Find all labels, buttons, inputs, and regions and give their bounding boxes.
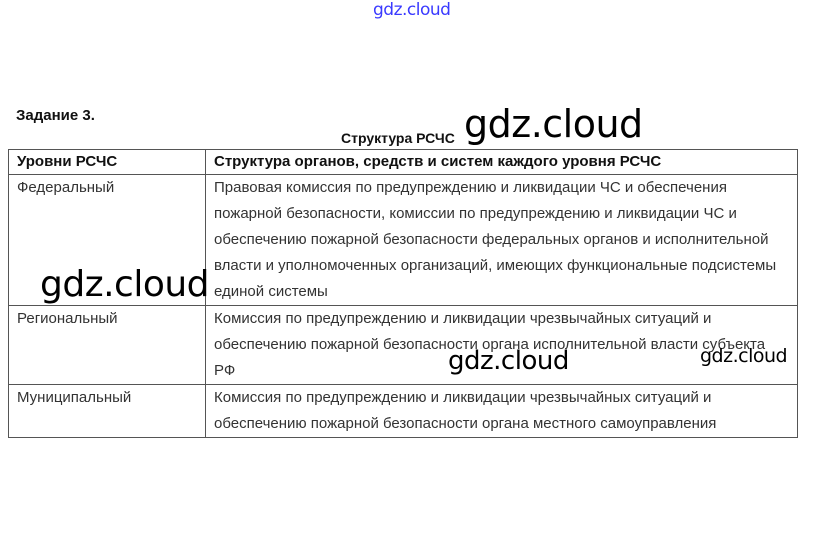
watermark-right: gdz.cloud [700, 345, 788, 367]
table-row [9, 385, 798, 438]
header-levels: Уровни РСЧС [9, 150, 206, 175]
task-title: Задание 3. [16, 107, 95, 124]
structure-cell: Комиссия по предупреждению и ликвидации чрезвычайных ситуаций и обеспечению пожарной безопасности органа исполнительной власти субъекта РФ [206, 306, 798, 385]
watermark-caption: gdz.cloud [464, 102, 643, 146]
header-structure: Структура органов, средств и систем каждого уровня РСЧС [206, 150, 798, 175]
level-cell: Федеральный [9, 175, 206, 306]
table-caption: Структура РСЧС [341, 130, 455, 146]
table-row [9, 306, 798, 385]
structure-cell: Комиссия по предупреждению и ликвидации чрезвычайных ситуаций и обеспечению пожарной безопасности органа местного самоуправления [206, 385, 798, 438]
watermark-left: gdz.cloud [40, 264, 210, 305]
level-cell: Муниципальный [9, 385, 206, 438]
watermark-top: gdz.cloud [373, 0, 451, 20]
structure-cell: Правовая комиссия по предупреждению и ликвидации ЧС и обеспечения пожарной безопасности, комиссии по предупреждению и ликвидации ЧС и обеспечению пожарной безопасности федеральных органов и исполнительной власти и уполномоченных организаций, имеющих функциональные подсистемы единой системы [206, 175, 798, 306]
watermark-middle: gdz.cloud [448, 346, 569, 376]
table-header-row [9, 150, 798, 175]
level-cell: Региональный [9, 306, 206, 385]
